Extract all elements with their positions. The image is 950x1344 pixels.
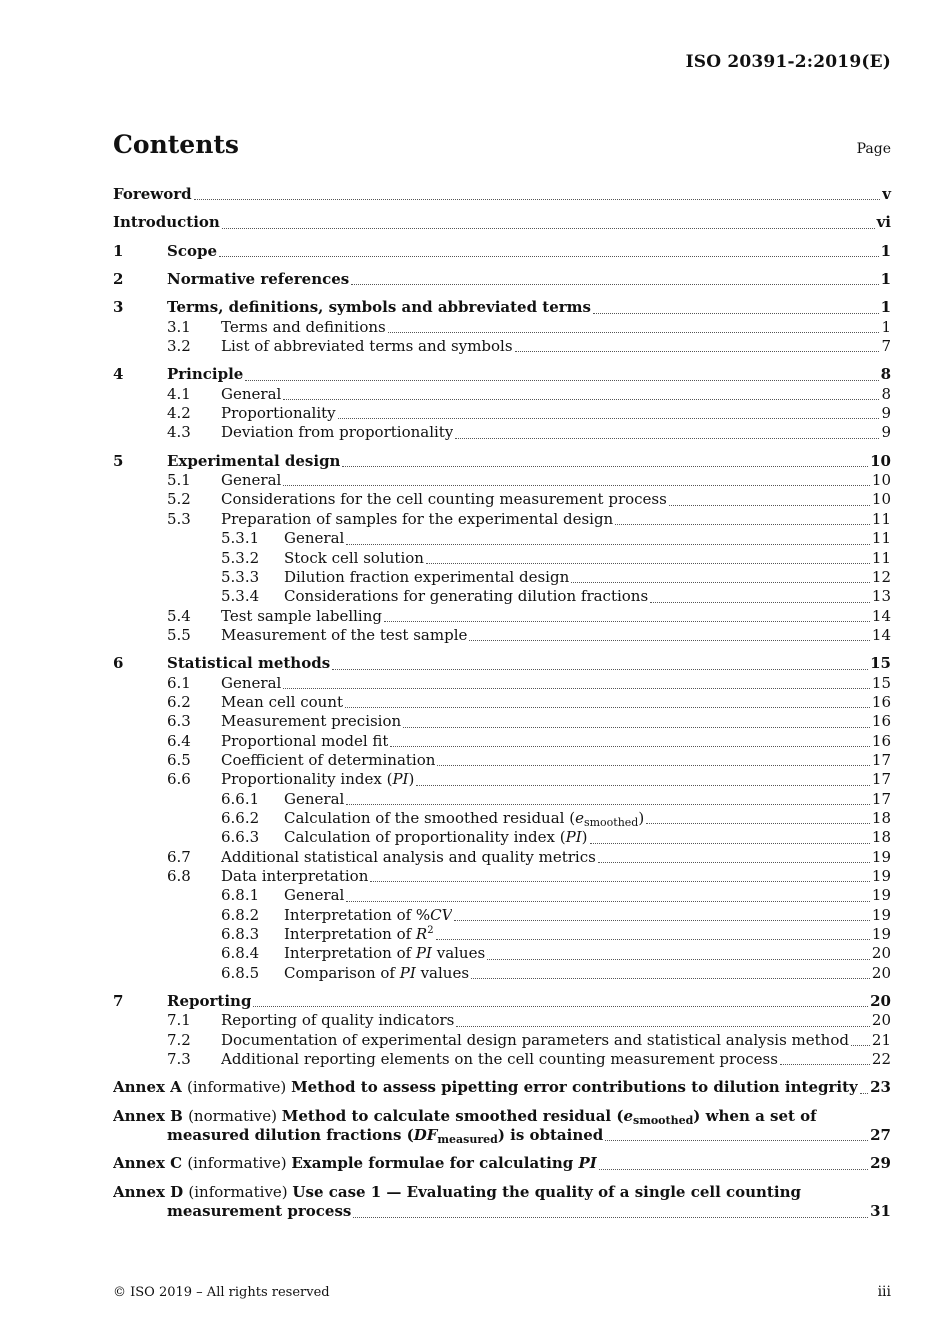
dot-leader [346,804,870,805]
toc-entry-page: 12 [871,567,891,586]
toc-entry-page: v [882,185,891,203]
toc-entry-title: Proportional model fit [221,731,389,750]
dot-leader [646,823,870,824]
toc-entry[interactable] [113,549,891,568]
toc-entry[interactable] [113,626,891,645]
annex-label: Annex C [113,1154,188,1173]
toc-entry-page: 10 [870,451,891,470]
dot-leader [605,1140,868,1141]
toc-entry-page: 9 [881,423,891,442]
toc-entry[interactable] [113,809,891,828]
toc-entry-page: 19 [871,867,891,885]
toc-entry-title: Interpretation of $R^2$ [284,925,434,944]
toc-entry-number: 6.7 [167,847,191,866]
toc-entry-number: 5.1 [167,471,191,490]
toc-entry-title: General [284,789,345,808]
dot-leader [437,765,869,766]
toc-entry-title: Terms, definitions, symbols and abbreviated terms [167,298,591,317]
toc-entry-title: Reporting [167,992,252,1011]
annex-page: 27 [870,1126,891,1145]
toc-entry[interactable] [113,337,891,356]
toc-entry-number: 7.3 [167,1050,191,1069]
toc-entry-page: 10 [871,490,891,509]
toc-entry[interactable] [113,529,891,548]
toc-entry-page: 19 [871,925,891,944]
toc-entry-title: Additional reporting elements on the cell counting measurement process [221,1050,778,1069]
dot-leader [436,939,870,940]
toc-entry[interactable] [113,452,891,471]
annex-entry[interactable] [113,1107,891,1126]
copyright-footer: © ISO 2019 – All rights reserved [113,1285,330,1300]
toc-entry-page: 20 [870,992,891,1011]
toc-entry-title-italic: PI [415,944,432,963]
dot-leader [669,505,870,506]
toc-entry-page: vi [876,213,891,232]
toc-entry[interactable] [113,751,891,770]
toc-entry-page: 18 [871,828,891,847]
toc-entry[interactable] [113,925,891,944]
toc-entry-page: 19 [871,886,891,905]
annex-title: Annex C (informative) Example formulae for calculating PI [113,1154,597,1173]
toc-entry-title-italic: PI [392,770,409,789]
toc-entry-page: 11 [871,548,891,567]
annex-title: measurement process [167,1202,352,1221]
dot-leader [416,785,870,786]
toc-entry-page: 20 [871,1011,891,1030]
dot-leader [370,881,870,882]
toc-entry[interactable] [113,471,891,490]
dot-leader [469,640,870,641]
toc-entry-page: 18 [871,808,891,827]
toc-entry-title: General [284,886,345,905]
toc-entry-number: 7 [113,992,124,1011]
toc-entry-title: Interpretation of %CV [284,905,453,924]
annex-entry[interactable] [113,1183,891,1202]
page-column-label: Page [856,141,891,157]
annex-title-italic: e [623,1106,633,1125]
toc-entry-page: 8 [881,384,891,403]
toc-entry-number: 5.3 [167,509,191,528]
toc-entry-page: 15 [871,673,891,692]
dot-leader [571,582,870,583]
dot-leader [346,544,870,545]
toc-entry-title: Considerations for the cell counting measurement process [221,490,667,509]
toc-entry-title: General [284,529,345,548]
dot-leader [351,284,878,285]
toc-entry-title: Documentation of experimental design parameters and statistical analysis method [221,1030,849,1049]
toc-entry[interactable] [113,886,891,905]
annex-label: Annex B [113,1106,189,1125]
annex-title-subscript: smoothed [633,1113,694,1127]
toc-entry-number: 5.3.3 [221,567,260,586]
toc-entry-page: 11 [871,529,891,548]
toc-entry-title: Reporting of quality indicators [221,1011,455,1030]
toc-entry-page: 16 [871,692,891,711]
toc-entry[interactable] [113,1011,891,1030]
toc-entry-title: List of abbreviated terms and symbols [221,337,513,356]
toc-entry[interactable] [113,587,891,606]
toc-entry-number: 6.2 [167,692,191,711]
dot-leader [454,920,869,921]
toc-entry-page: 17 [871,750,891,769]
toc-entry[interactable] [113,712,891,731]
toc-entry-page: 15 [870,654,891,673]
toc-entry-number: 4.3 [167,423,191,442]
toc-entry-title-italic: PI [399,963,416,982]
toc-entry-title: Stock cell solution [284,548,424,567]
toc-entry-page: 1 [880,298,891,317]
toc-entry-page: 17 [871,789,891,808]
toc-entry[interactable] [113,906,891,925]
annex-kind: (informative) [188,1182,293,1201]
toc-entry[interactable] [113,964,891,983]
toc-entry-number: 6 [113,654,124,673]
dot-leader [487,959,870,960]
toc-entry-title: Experimental design [167,451,341,470]
toc-entry-number: 3 [113,298,124,317]
dot-leader [245,380,878,381]
dot-leader [222,228,875,229]
toc-entry-title: Coefficient of determination [221,750,436,769]
dot-leader [219,256,879,257]
dot-leader [283,485,870,486]
toc-entry[interactable] [113,318,891,337]
dot-leader [332,669,868,670]
annex-entry-continuation[interactable] [113,1202,891,1221]
toc-entry-page: 20 [871,944,891,963]
annex-kind: (informative) [187,1078,292,1097]
toc-entry-number: 5.4 [167,606,191,625]
dot-leader [615,524,870,525]
toc-entry[interactable] [113,490,891,509]
dot-leader [338,418,880,419]
toc-entry[interactable] [113,732,891,751]
toc-entry-title: Normative references [167,270,350,289]
page-number: iii [877,1284,891,1300]
toc-entry-number: 4.2 [167,404,191,423]
toc-entry[interactable] [113,213,891,232]
toc-entry-page: 19 [871,847,891,866]
dot-leader [650,602,870,603]
dot-leader [388,332,880,333]
toc-entry-title: Additional statistical analysis and quality metrics [221,847,596,866]
annex-title-subscript: measured [437,1133,498,1147]
dot-leader [780,1064,870,1065]
toc-entry-number: 6.8.5 [221,963,260,982]
toc-entry[interactable] [113,944,891,963]
toc-entry-title: General [221,384,282,403]
toc-entry-title-subscript: smoothed [583,815,639,829]
contents-title: Contents [113,130,240,159]
annex-entry-continuation[interactable] [113,1126,891,1145]
toc-entry-title: Considerations for generating dilution fractions [284,587,649,606]
toc-entry-number: 5 [113,451,124,470]
toc-entry-title: Proportionality index (PI) [221,770,415,789]
toc-entry-number: 5.2 [167,490,191,509]
toc-entry-page: 11 [871,509,891,528]
toc-entry-page: 1 [880,241,891,260]
toc-entry-number: 6.6.3 [221,828,260,847]
toc-entry-title: Test sample labelling [221,606,382,625]
dot-leader [194,199,881,200]
toc-entry-title-italic: CV [430,905,453,924]
table-of-contents [113,185,891,1222]
toc-entry[interactable] [113,185,891,204]
toc-entry-title: General [221,673,282,692]
toc-entry-number: 6.6.1 [221,789,260,808]
dot-leader [283,688,870,689]
dot-leader [390,746,869,747]
toc-entry-title: Calculation of the smoothed residual $(e_{smoothed})$ [284,808,645,829]
toc-entry-page: 17 [871,770,891,789]
toc-entry-number: 6.4 [167,731,191,750]
toc-entry-page: 14 [871,606,891,625]
annex-entry[interactable] [113,1154,891,1173]
toc-entry-number: 6.6 [167,770,191,789]
toc-entry[interactable] [113,242,891,261]
toc-entry[interactable] [113,674,891,693]
dot-leader [283,399,879,400]
dot-leader [456,1026,870,1027]
toc-entry[interactable] [113,607,891,626]
dot-leader [353,1217,868,1218]
toc-entry[interactable] [113,404,891,423]
toc-entry-title: Proportionality [221,404,336,423]
toc-entry-number: 6.3 [167,712,191,731]
toc-entry-title: Calculation of proportionality index (PI) [284,828,588,847]
toc-entry-page: 1 [881,317,891,336]
toc-entry[interactable] [113,423,891,442]
toc-entry-page: 20 [871,963,891,982]
toc-entry-title: Terms and definitions [221,317,386,336]
annex-entry[interactable] [113,1078,891,1097]
toc-entry-page: 7 [881,337,891,356]
dot-leader [515,351,880,352]
dot-leader [455,438,879,439]
toc-entry-title: Deviation from proportionality [221,423,454,442]
dot-leader [342,466,868,467]
annex-title-italic: DF [413,1126,438,1145]
document-id-header: ISO 20391-2:2019(E) [685,52,891,72]
toc-entry-number: 3.1 [167,317,191,336]
toc-entry-title: Principle [167,365,244,384]
toc-entry-number: 5.3.2 [221,548,260,567]
toc-entry[interactable] [113,270,891,289]
toc-entry-title: General [221,471,282,490]
dot-leader [860,1093,868,1094]
toc-entry-page: 16 [871,731,891,750]
annex-page: 23 [870,1078,891,1097]
toc-entry-number: 5.5 [167,625,191,644]
toc-entry[interactable] [113,867,891,886]
toc-entry-title: Measurement precision [221,712,402,731]
toc-entry-title: Preparation of samples for the experimental design [221,509,614,528]
annex-title: Annex A (informative) Method to assess pipetting error contributions to dilution integrity [113,1078,858,1097]
toc-entry[interactable] [113,1050,891,1069]
dot-leader [593,313,879,314]
annex-title-italic: PI [578,1154,597,1173]
toc-entry[interactable] [113,1031,891,1050]
toc-entry-number: 6.5 [167,750,191,769]
toc-entry-page: 9 [881,404,891,423]
toc-entry-title: Dilution fraction experimental design [284,567,570,586]
annex-kind: (normative) [188,1106,282,1125]
toc-entry-title: Measurement of the test sample [221,625,468,644]
annex-title: Annex D (informative) Use case 1 — Evaluating the quality of a single cell counting [113,1182,801,1201]
toc-entry-title-italic: R [415,925,428,944]
toc-entry-number: 7.1 [167,1011,191,1030]
toc-entry[interactable] [113,848,891,867]
toc-entry[interactable] [113,693,891,712]
toc-entry-number: 5.3.1 [221,529,260,548]
toc-entry[interactable] [113,385,891,404]
toc-entry-number: 3.2 [167,337,191,356]
dot-leader [384,621,870,622]
toc-entry[interactable] [113,298,891,317]
toc-entry-title: Scope [167,241,218,260]
toc-entry[interactable] [113,828,891,847]
toc-entry-page: 10 [871,471,891,490]
toc-entry-title: Statistical methods [167,654,331,673]
toc-entry-page: 1 [880,270,891,289]
toc-entry-page: 8 [880,365,891,384]
dot-leader [345,707,870,708]
toc-entry-number: 6.8 [167,867,191,885]
dot-leader [851,1045,870,1046]
dot-leader [471,978,870,979]
toc-entry-number: 6.8.3 [221,925,260,944]
toc-entry-number: 6.8.2 [221,905,260,924]
toc-entry[interactable] [113,365,891,384]
dot-leader [403,727,870,728]
toc-entry-number: 6.1 [167,673,191,692]
toc-entry-title: Foreword [113,185,192,203]
toc-entry-number: 1 [113,241,124,260]
annex-page: 31 [870,1202,891,1221]
toc-entry-title: Data interpretation [221,867,369,885]
toc-entry-title: Interpretation of PI values [284,944,486,963]
toc-entry-number: 7.2 [167,1030,191,1049]
dot-leader [426,563,870,564]
toc-entry-title-italic: PI [565,828,582,847]
dot-leader [599,1169,868,1170]
toc-entry[interactable] [113,992,891,1011]
dot-leader [590,843,870,844]
annex-kind: (informative) [187,1154,292,1173]
toc-entry-number: 6.8.1 [221,886,260,905]
toc-entry-page: 21 [871,1030,891,1049]
toc-entry-number: 5.3.4 [221,587,260,606]
annex-title: measured dilution fractions $(DF_{measured})$ is obtained [167,1126,604,1147]
toc-entry[interactable] [113,770,891,789]
toc-entry-page: 22 [871,1050,891,1069]
toc-entry[interactable] [113,510,891,529]
annex-page: 29 [870,1154,891,1173]
toc-entry[interactable] [113,568,891,587]
toc-entry-number: 6.6.2 [221,808,260,827]
toc-entry-page: 14 [871,625,891,644]
toc-entry-page: 13 [871,587,891,606]
toc-entry-number: 4.1 [167,384,191,403]
toc-entry-title: Comparison of PI values [284,963,470,982]
annex-title: Annex B (normative) Method to calculate smoothed residual $(e_{smoothed})$ when a set of [113,1106,817,1127]
toc-entry[interactable] [113,790,891,809]
dot-leader [598,862,870,863]
annex-label: Annex D [113,1182,189,1201]
dot-leader [346,901,870,902]
toc-entry-number: 2 [113,270,124,289]
dot-leader [253,1006,868,1007]
toc-entry-title-superscript: 2 [427,925,434,937]
toc-entry[interactable] [113,654,891,673]
toc-entry-title-italic: e [575,808,584,827]
toc-entry-number: 6.8.4 [221,944,260,963]
toc-entry-page: 16 [871,712,891,731]
toc-entry-title: Mean cell count [221,692,344,711]
annex-label: Annex A [113,1078,188,1097]
toc-entry-title: Introduction [113,213,220,232]
toc-entry-page: 19 [871,905,891,924]
toc-entry-number: 4 [113,365,124,384]
